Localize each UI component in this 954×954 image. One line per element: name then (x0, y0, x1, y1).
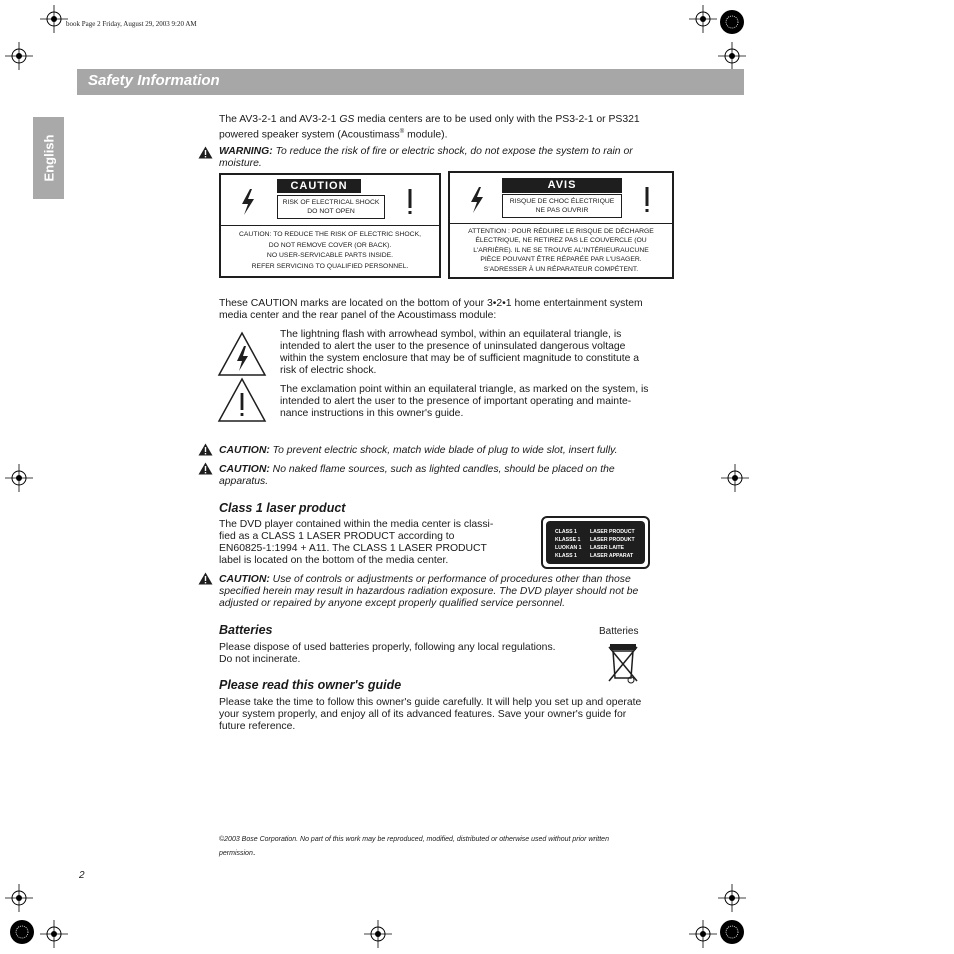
shock-warning-box-fr: RISQUE DE CHOC ÉLECTRIQUE NE PAS OUVRIR (502, 194, 622, 218)
exclamation-triangle-icon (217, 377, 267, 423)
caution-label-french (448, 171, 674, 279)
batteries-paragraph: Please dispose of used batteries properly, following any local regulations. Do not incinerate. (219, 642, 556, 665)
exclamation-description: The exclamation point within an equilateral triangle, as marked on the system, is intended to alert the user to the presence of important operating and mainte- nance instructions in this owner's guide. (280, 384, 649, 419)
registration-mark (364, 920, 392, 948)
language-tab-label: English (41, 134, 56, 182)
copyright-notice: ©2003 Bose Corporation. No part of this work may be reproduced, modified, distributed or otherwise used without prior written permission. (219, 836, 609, 857)
warning-icon (198, 146, 213, 159)
laser-product-label: CLASS 1 LASER PRODUCT KLASSE 1 LASER PRODUKT LUOKAN 1 LASER LAITE KLASS 1 LASER APPARAT (541, 516, 650, 569)
lightning-triangle-icon (217, 331, 267, 377)
batteries-icon-caption: Batteries (599, 626, 639, 637)
registration-mark (40, 5, 68, 33)
caution-title: CAUTION (277, 179, 361, 193)
registration-mark (5, 42, 33, 70)
language-tab (33, 117, 64, 199)
registration-mark (40, 920, 68, 948)
laser-paragraph: The DVD player contained within the media center is classi- fied as a CLASS 1 LASER PRODUCT according to EN60825-1:1994 + A11. The CLASS 1 LASER PRODUCT label is located on the bottom of the media center. (219, 519, 494, 566)
registration-mark (718, 42, 746, 70)
avis-title: AVIS (502, 178, 622, 193)
page-title: Safety Information (88, 72, 220, 89)
guide-heading: Please read this owner's guide (219, 678, 402, 692)
registration-target (8, 918, 36, 946)
registration-mark (689, 920, 717, 948)
registration-mark (689, 5, 717, 33)
caution-plug-paragraph: CAUTION: To prevent electric shock, match wide blade of plug to wide slot, insert fully. (219, 445, 618, 456)
shock-warning-box: RISK OF ELECTRICAL SHOCK DO NOT OPEN (277, 195, 385, 219)
warning-icon (198, 572, 213, 585)
page-number: 2 (79, 870, 85, 881)
lightning-icon (464, 185, 490, 215)
warning-paragraph: WARNING: To reduce the risk of fire or electric shock, do not expose the system to rain or moisture. (219, 146, 633, 169)
registration-mark (5, 464, 33, 492)
lightning-description: The lightning flash with arrowhead symbol, within an equilateral triangle, is intended to alert the user to the presence of uninsulated dangerous voltage within the system enclosure that may be of sufficient magnitude to constitute a risk of electric shock. (280, 329, 640, 376)
registration-mark (718, 884, 746, 912)
warning-icon (198, 443, 213, 456)
warning-icon (198, 462, 213, 475)
registration-target (718, 8, 746, 36)
lightning-icon (235, 187, 261, 217)
marks-intro-paragraph: These CAUTION marks are located on the bottom of your 3•2•1 home entertainment system media center and the rear panel of the Acoustimass module: (219, 298, 643, 321)
caution-instructions: CAUTION: TO REDUCE THE RISK OF ELECTRIC SHOCK, DO NOT REMOVE COVER (OR BACK). NO USER-SERVICABLE PARTS INSIDE. REFER SERVICING TO QUALIFIED PERSONNEL. (238, 231, 422, 270)
avis-instructions: ATTENTION : POUR RÉDUIRE LE RISQUE DE DÉCHARGE ÉLECTRIQUE, NE RETIREZ PAS LE COUVERCLE (OU L'ARRIÈRE). IL NE SE TROUVE AL'INTÉRIEURAUCUNE PIÈCE POUVANT ÊTRE RÉPARÉE PAR L'USAGER. S'ADRESSER À UN RÉPARATEUR COMPÉTENT. (468, 228, 654, 273)
guide-paragraph: Please take the time to follow this owner's guide carefully. It will help you set up and operate your system properly, and enjoy all of its advanced features. Save your owner's guide for future reference. (219, 697, 642, 732)
intro-paragraph: The AV3-2-1 and AV3-2-1 GS media centers are to be used only with the PS3-2-1 or PS321 powered speaker system (Acoustimass® module). (219, 114, 640, 141)
registration-mark (5, 884, 33, 912)
registration-target (718, 918, 746, 946)
caution-label-english (219, 173, 441, 278)
crossed-bin-icon (606, 642, 640, 686)
exclamation-icon (399, 187, 421, 217)
caution-flame-paragraph: CAUTION: No naked flame sources, such as lighted candles, should be placed on the apparatus. (219, 464, 615, 487)
laser-heading: Class 1 laser product (219, 501, 346, 515)
section-header (77, 69, 744, 95)
caution-laser-paragraph: CAUTION: Use of controls or adjustments or performance of procedures other than those specified herein may result in hazardous radiation exposure. The DVD player should not be adjusted or repaired by anyone except properly qualified service personnel. (219, 574, 639, 609)
print-slug: book Page 2 Friday, August 29, 2003 9:20 AM (66, 20, 197, 28)
exclamation-icon (636, 185, 658, 215)
batteries-heading: Batteries (219, 623, 273, 637)
registration-mark (721, 464, 749, 492)
